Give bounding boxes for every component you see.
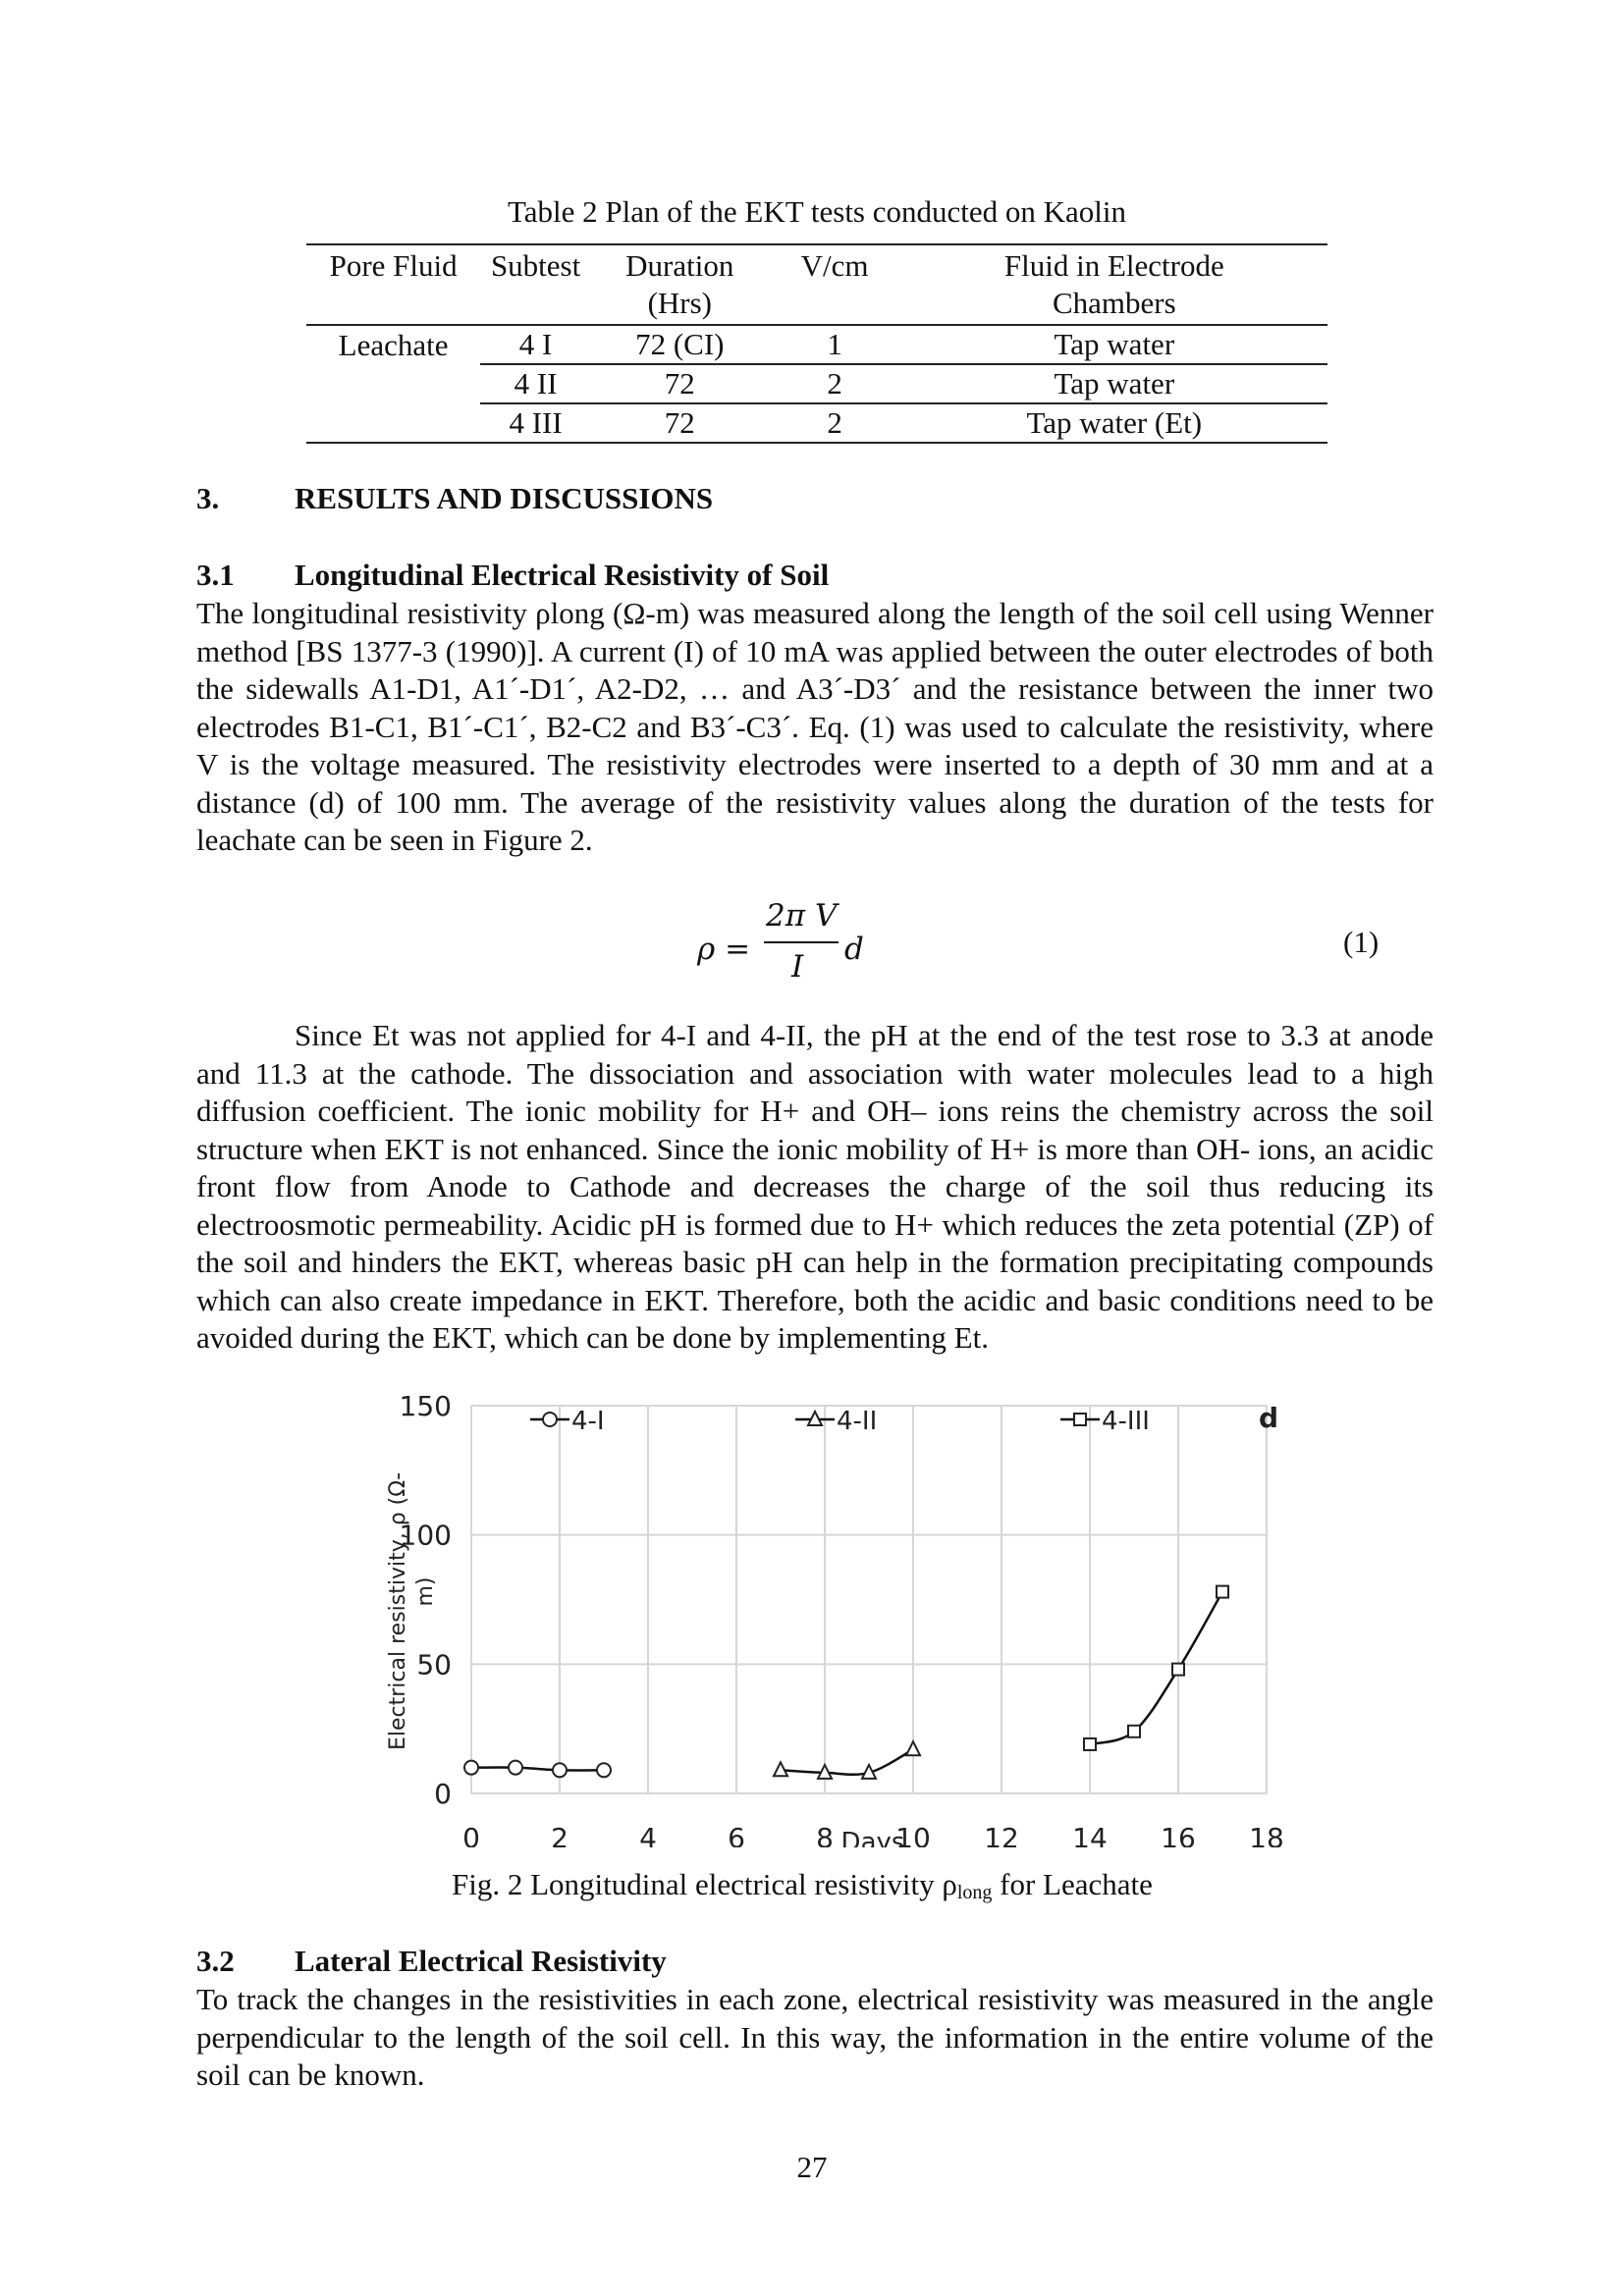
page-number: 27 [796, 2150, 828, 2184]
x-tick-label: 0 [462, 1822, 480, 1847]
series-line-4-III [1090, 1592, 1222, 1744]
fraction-bar [764, 941, 839, 943]
section-3-title: RESULTS AND DISCUSSIONS [295, 481, 714, 515]
table-cell: 4 II [480, 364, 591, 403]
header-duration-line2: (Hrs) [647, 286, 712, 320]
table-cell: Tap water [901, 326, 1327, 364]
table-cell: Tap water [901, 364, 1327, 403]
table-cell: Tap water (Et) [901, 403, 1327, 443]
x-tick-label: 16 [1161, 1822, 1196, 1847]
table-cell: 4 III [480, 403, 591, 443]
table-cell: 72 (CI) [591, 326, 769, 364]
y-axis-label-line1: Electrical resistivity, ρ (Ω- [386, 1471, 410, 1751]
section-3-2-title: Lateral Electrical Resistivity [295, 1944, 667, 1978]
equation-numerator: 2π V [766, 898, 838, 934]
data-point-square [1217, 1586, 1228, 1598]
data-point-square [1128, 1726, 1140, 1737]
table-row [306, 364, 1327, 403]
table-cell: 2 [769, 403, 901, 443]
equation-denominator: I [791, 949, 804, 985]
table-cell [306, 403, 480, 443]
x-tick-label: 8 [816, 1822, 834, 1847]
test-plan-table [306, 243, 1327, 444]
resistivity-chart [383, 1376, 1296, 1847]
header-fluid [901, 244, 1327, 325]
x-tick-label: 6 [728, 1822, 745, 1847]
figure-caption-prefix: Fig. 2 Longitudinal electrical resistivity ρ [452, 1867, 957, 1901]
x-tick-label: 2 [551, 1822, 568, 1847]
x-axis-label: Days [840, 1828, 905, 1847]
x-tick-label: 18 [1249, 1822, 1284, 1847]
chart-legend [530, 1407, 1150, 1436]
y-tick-label: 100 [399, 1519, 452, 1552]
table-cell: 72 [591, 364, 769, 403]
section-3-2-paragraph: To track the changes in the resistivities in each zone, electrical resistivity was measured in the angle perpendicular to the length of the soil cell. In this way, the information in the entire volume of the soil can be known. [196, 1982, 1434, 2092]
data-point-circle [509, 1761, 522, 1775]
x-tick-label: 10 [895, 1822, 931, 1847]
equation-lhs: ρ = [697, 932, 751, 967]
legend-label: 4-I [571, 1407, 605, 1436]
series-line-4-I [471, 1767, 604, 1770]
legend-label: 4-III [1102, 1407, 1150, 1436]
table-cell: Leachate [338, 327, 449, 362]
figure-caption-suffix: for Leachate [992, 1867, 1153, 1901]
table-row [306, 403, 1327, 443]
data-point-square [1172, 1664, 1184, 1676]
chart-corner-label: d [1258, 1402, 1279, 1434]
table-caption: Table 2 Plan of the EKT tests conducted on Kaolin [507, 194, 1127, 229]
header-pore-fluid: Pore Fluid [306, 244, 480, 325]
table-cell [306, 364, 480, 403]
table-cell: 2 [769, 364, 901, 403]
x-tick-label: 4 [639, 1822, 657, 1847]
data-point-circle [553, 1763, 567, 1777]
table-cell: 1 [769, 326, 901, 364]
y-tick-label: 0 [434, 1778, 452, 1810]
discussion-paragraph: Since Et was not applied for 4-I and 4-II, the pH at the end of the test rose to 3.3 at anode and 11.3 at the cathode. The dissociation and association with water molecules lead to a high diffusion coefficient. The ionic mobility for H+ and OH– ions reins the chemistry across the soil structure when EKT is not enhanced. Since the ionic mobility of H+ is more than OH- ions, an acidic front flow from Anode to Cathode and decreases the charge of the soil thus reducing its electroosmotic permeability. Acidic pH is formed due to H+ which reduces the zeta potential (ZP) of the soil and hinders the EKT, whereas basic pH can help in the formation precipitating compounds which can also create impedance in EKT. Therefore, both the acidic and basic conditions need to be avoided during the EKT, which can be done by implementing Et. [196, 1018, 1434, 1355]
data-point-square [1074, 1414, 1086, 1425]
header-vcm: V/cm [769, 244, 901, 325]
chart-series [464, 1586, 1228, 1779]
section-3-2-heading [196, 1944, 667, 1979]
data-point-circle [464, 1761, 478, 1775]
header-fluid-line1: Fluid in Electrode [1003, 248, 1224, 283]
chart-grid [471, 1406, 1267, 1793]
y-axis-label-line2: m) [413, 1576, 438, 1607]
section-3-1-heading [196, 558, 829, 593]
data-point-circle [597, 1763, 611, 1777]
y-tick-label: 50 [416, 1648, 452, 1682]
table-row [306, 326, 1327, 364]
section-3-1-title: Longitudinal Electrical Resistivity of Soil [295, 558, 830, 592]
header-subtest: Subtest [480, 244, 591, 325]
legend-label: 4-II [837, 1407, 878, 1436]
header-duration-line1: Duration [625, 248, 734, 283]
data-point-square [1084, 1738, 1096, 1750]
x-tick-label: 12 [984, 1822, 1019, 1847]
section-3-2-number: 3.2 [196, 1944, 235, 1978]
table-cell: 4 I [480, 326, 591, 364]
section-3-1-number: 3.1 [196, 558, 235, 592]
header-duration [591, 244, 769, 325]
y-tick-label: 150 [399, 1390, 452, 1422]
table-cell: 72 [591, 403, 769, 443]
equation-factor: d [844, 932, 864, 967]
header-fluid-line2: Chambers [1052, 286, 1176, 320]
data-point-circle [543, 1413, 557, 1426]
figure-caption-sub: long [956, 1882, 993, 1903]
chart-axes [400, 1390, 1284, 1847]
series-line-4-II [781, 1749, 913, 1775]
chart-labels [386, 1402, 1278, 1847]
equation-label: (1) [1343, 925, 1380, 959]
data-point-triangle [906, 1741, 920, 1755]
x-tick-label: 14 [1072, 1822, 1108, 1847]
equation-1 [697, 898, 874, 992]
chart-svg [383, 1376, 1296, 1847]
section-3-number: 3. [196, 481, 220, 515]
figure-caption [452, 1867, 1257, 1904]
data-point-triangle [774, 1762, 787, 1776]
section-3-heading [196, 481, 713, 516]
section-3-1-paragraph: The longitudinal resistivity ρlong (Ω-m) was measured along the length of the soil cell using Wenner method [BS 1377-3 (1990)]. A current (I) of 10 mA was applied between the outer electrodes of both the sidewalls A1-D1, A1´-D1´, A2-D2, … and A3´-D3´ and the resistance between the inner two electrodes B1-C1, B1´-C1´, B2-C2 and B3´-C3´. Eq. (1) was used to calculate the resistivity, where V is the voltage measured. The resistivity electrodes were inserted to a depth of 30 mm and at a distance (d) of 100 mm. The average of the resistivity values along the duration of the tests for leachate can be seen in Figure 2. [196, 596, 1434, 857]
